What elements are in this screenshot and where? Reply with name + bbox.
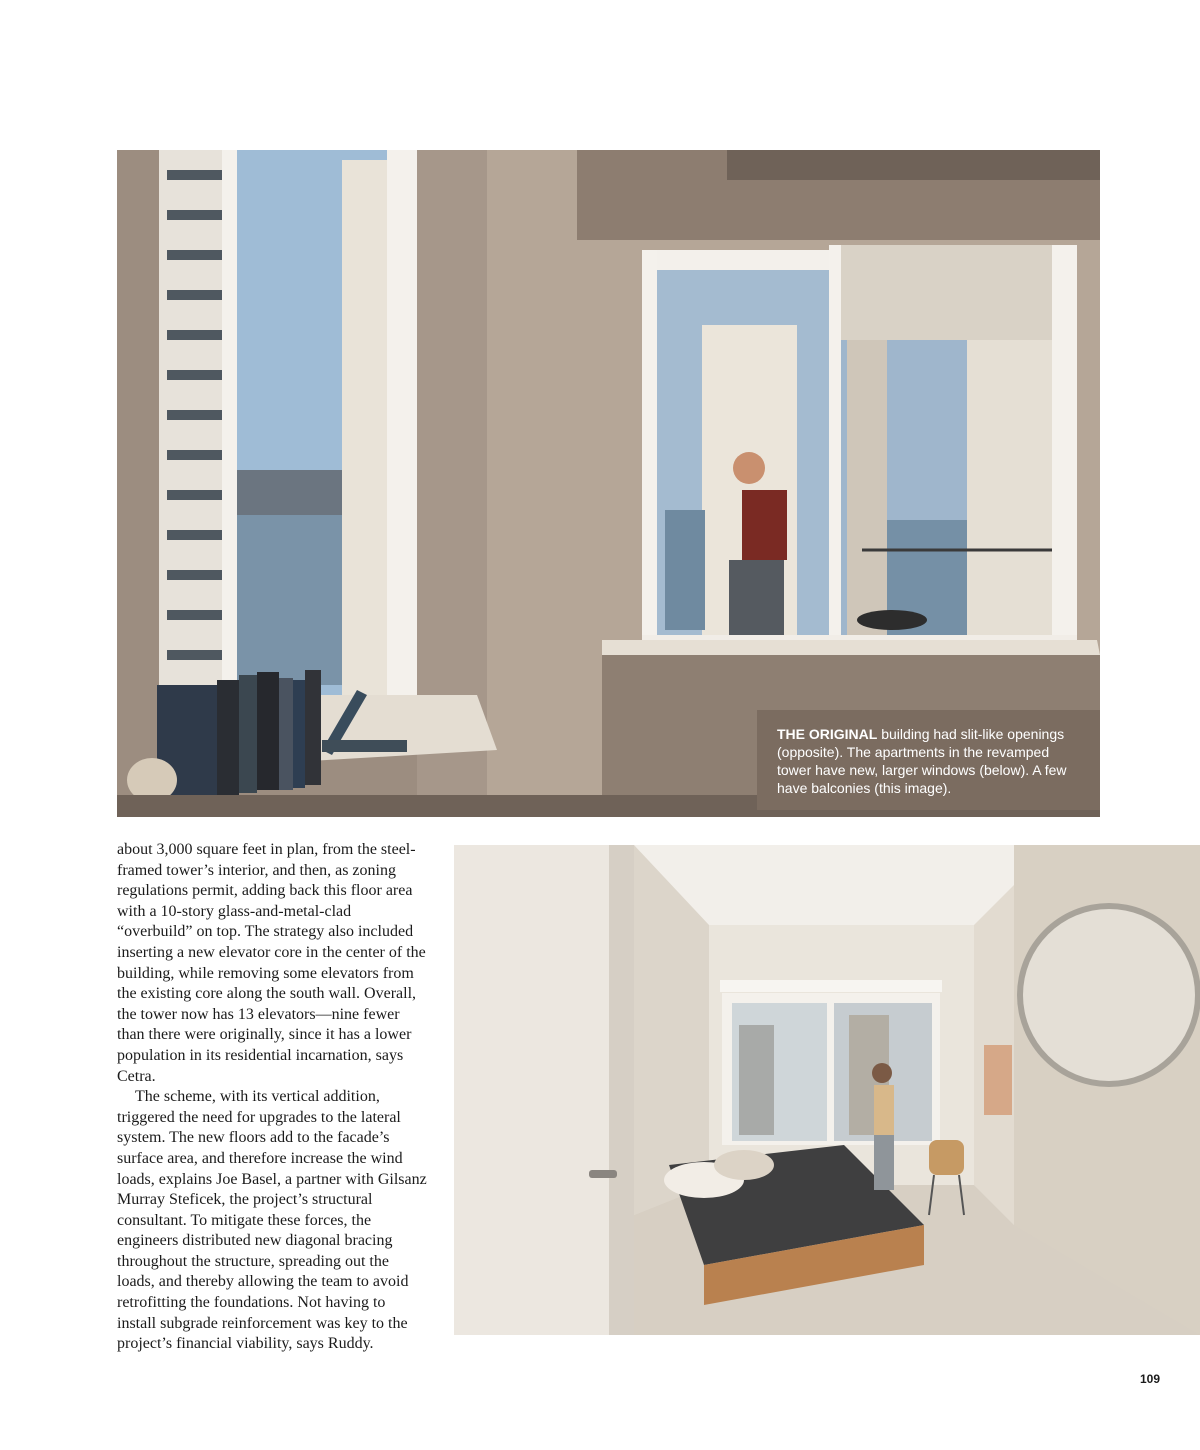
caption-text: building had slit-like openings (opposite). The apartments in the revamped tower have new, larger windows (below). A few have balconies (this image). [777, 726, 1067, 796]
bedroom-image [454, 845, 1200, 1335]
top-photo [117, 150, 1100, 817]
body-paragraph-1: about 3,000 square feet in plan, from the steel-framed tower’s interior, and then, as zoning regulations permit, adding back this floor area with a 10-story glass-and-metal-clad “overbuild” on top. The strategy also included inserting a new elevator core in the center of the building, while removing some elevators from the existing core along the south wall. Overall, the tower now has 13 elevators—nine fewer than there were originally, since it has a lower population in its residential incarnation, says Cetra. [117, 841, 426, 1085]
page-number: 109 [1139, 1372, 1160, 1386]
article-body [117, 840, 427, 1355]
body-paragraph-2: The scheme, with its vertical addition, triggered the need for upgrades to the lateral system. The new floors add to the facade’s surface area, and therefore increase the wind loads, explains Joe Basel, a partner with Gilsanz Murray Steficek, the project’s structural consultant. To mitigate these forces, the engineers distributed new diagonal bracing throughout the structure, spreading out the loads, and thereby allowing the team to avoid retrofitting the foundations. Not having to install subgrade reinforcement was key to the project’s financial viability, says Ruddy. [117, 1088, 427, 1353]
balcony-window-image [117, 150, 1100, 817]
photo-caption [777, 725, 1087, 797]
bottom-photo [454, 845, 1200, 1335]
caption-lead: THE ORIGINAL [777, 726, 878, 742]
